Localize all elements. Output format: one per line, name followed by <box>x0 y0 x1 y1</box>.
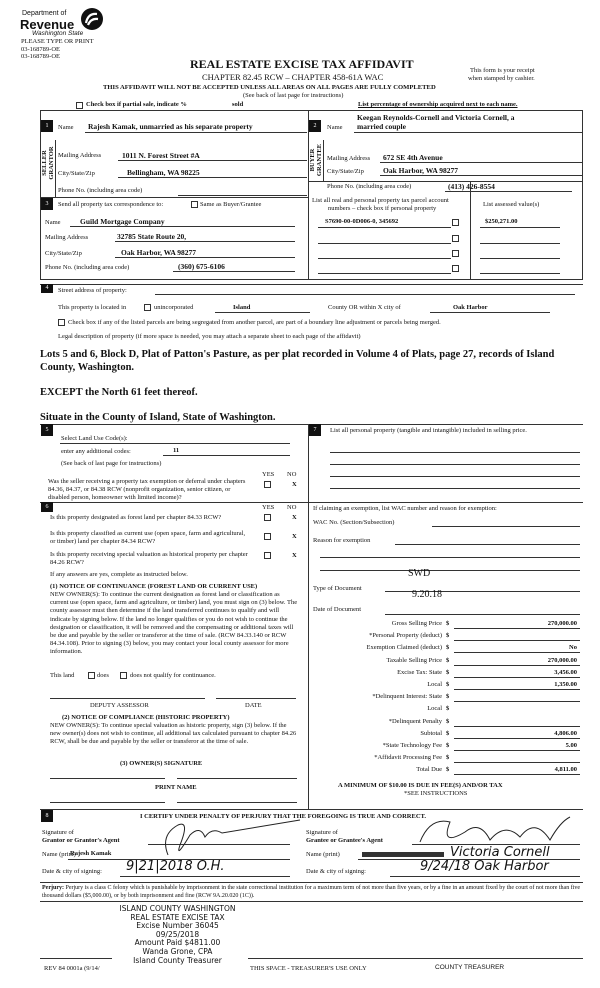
personal-property-checkbox[interactable] <box>452 235 459 242</box>
buyer-phone-field[interactable]: (413) 426-8554 <box>448 182 495 191</box>
fee-value[interactable]: 270,000.00 <box>547 620 577 627</box>
buyer-name-field[interactable]: married couple <box>357 122 406 131</box>
seller-grantor-label: SELLER GRANTOR <box>41 146 55 180</box>
fee-value[interactable]: 1,350.00 <box>554 681 577 688</box>
no-answer[interactable]: X <box>292 481 297 488</box>
label: Signature of <box>42 829 74 836</box>
buyer-city-field[interactable]: Oak Harbor, WA 98277 <box>383 166 459 175</box>
label: Name <box>327 124 343 131</box>
partial-sale-label: Check box if partial sale, indicate % <box>86 101 187 108</box>
label: Mailing Address <box>45 234 89 241</box>
dollar-sign: $ <box>446 742 450 749</box>
label: Check box if any of the listed parcels are being segregated from another parcel, are part of a boundary line adjustment or parcels being merged. <box>68 319 441 326</box>
label: Send all property tax correspondence to: <box>58 201 164 208</box>
buyer-mailing-field[interactable]: 672 SE 4th Avenue <box>383 153 443 162</box>
forest-question: Is this property designated as forest land per chapter 84.33 RCW? <box>50 514 222 521</box>
label: WAC No. (Section/Subsection) <box>313 519 395 526</box>
label: (See back of last page for instructions) <box>61 460 162 467</box>
fee-label: *Affidavit Processing Fee <box>374 754 442 762</box>
fee-value[interactable]: 3,456.00 <box>554 668 577 676</box>
struck-out-name <box>362 852 444 857</box>
label: Date & city of signing: <box>306 868 366 875</box>
label: enter any additional codes: <box>61 448 131 455</box>
logo-text: Revenue <box>20 17 75 32</box>
sold-label: sold <box>232 101 244 108</box>
label: does <box>97 672 109 679</box>
grantor-name-field[interactable]: Rajesh Kamak <box>70 850 112 857</box>
seller-mailing-field[interactable]: 1011 N. Forest Street #A <box>122 151 200 160</box>
label: Reason for exemption <box>313 537 371 544</box>
label: COUNTY TREASURER <box>435 964 505 971</box>
label: Name (print) <box>306 851 340 858</box>
legal-description: EXCEPT the North 61 feet thereof. <box>40 387 198 398</box>
label: DEPUTY ASSESSOR <box>90 702 149 709</box>
same-as-buyer-checkbox[interactable] <box>191 201 198 208</box>
label: Legal description of property (if more space is needed, you may attach a separate sheet to each page of the affidavit) <box>58 333 361 340</box>
label: Name <box>45 219 61 226</box>
label: Date of Document <box>313 606 362 613</box>
form-code: 03-168789-OE <box>21 46 60 53</box>
city-field[interactable]: Oak Harbor <box>453 304 488 311</box>
perjury-statement <box>42 885 587 900</box>
wac-field[interactable] <box>432 526 580 527</box>
no-answer[interactable]: X <box>292 533 297 540</box>
stamp-line: REAL ESTATE EXCISE TAX <box>130 912 225 922</box>
label: NO <box>287 471 297 478</box>
fee-label: *Delinquent Penalty <box>388 717 442 725</box>
see-back: (See back of last page for instructions) <box>243 92 344 99</box>
fee-label: *State Technology Fee <box>382 742 442 749</box>
fee-value[interactable]: 4,811.00 <box>554 766 577 774</box>
land-use-label[interactable]: Select Land Use Code(s): <box>61 435 128 442</box>
form-revision: REV 84 0001a (9/14/ <box>44 965 100 972</box>
label: Phone No. (including area code) <box>45 264 130 271</box>
perjury-label: Perjury: <box>42 885 64 891</box>
seller-phone-field[interactable] <box>178 195 307 196</box>
label: County OR within X city of <box>328 304 401 311</box>
form-title: REAL ESTATE EXCISE TAX AFFIDAVIT <box>190 57 414 71</box>
dollar-sign: $ <box>446 766 450 774</box>
personal-property-checkbox[interactable] <box>452 219 459 226</box>
seller-name-field[interactable]: Rajesh Kamak, unmarried as his separate property <box>88 122 253 131</box>
fee-label: Total Due <box>416 766 442 774</box>
historic-question: Is this property receiving special valuation as historical property per chapter 84.26 RCW? <box>50 551 248 567</box>
perjury-text: Perjury is a class C felony which is punishable by imprisonment in the state correctional institution for a maximum term of not more than five years, or by a fine in an amount fixed by the court of not more than five thousand dollars ($5,000.00), or by both imprisonment and fine (RCW 9A.20.020 (1C)). <box>42 885 581 899</box>
assessed-value-field[interactable]: $250,271.00 <box>485 218 518 225</box>
label: Street address of property: <box>58 287 127 294</box>
no-answer[interactable]: X <box>292 514 297 521</box>
legal-description: Lots 5 and 6, Block D, Plat of Patton's Pasture, as per plat recorded in Volume 4 of Plats, page 27, records of Island County, Washington. <box>40 349 555 373</box>
label: If any answers are yes, complete as instructed below. <box>50 571 188 578</box>
warning: THIS AFFIDAVIT WILL NOT BE ACCEPTED UNLESS ALL AREAS ON ALL PAGES ARE FULLY COMPLETED <box>103 84 436 91</box>
reason-field[interactable] <box>395 544 580 545</box>
label: Name <box>58 124 74 131</box>
fee-label: Excise Tax: State <box>397 668 442 676</box>
label: Phone No. (including area code) <box>327 183 412 190</box>
personal-property-checkbox[interactable] <box>452 265 459 272</box>
label: Mailing Address <box>58 152 102 159</box>
grantee-name-field[interactable]: Victoria Cornell <box>450 845 550 860</box>
label: YES <box>262 471 275 478</box>
section-number: 7 <box>309 424 321 436</box>
fee-label: Local <box>427 681 442 688</box>
grantor-date-field[interactable]: 9|21|2018 O.H. <box>126 859 225 874</box>
buyer-name-field[interactable]: Keegan Reynolds-Cornell and Victoria Cornell, a <box>357 113 515 122</box>
dollar-sign: $ <box>446 693 450 701</box>
fee-label: *Delinquent Interest: State <box>372 693 442 701</box>
document-type-field[interactable]: SWD <box>408 568 431 579</box>
fee-label: Subtotal <box>420 729 442 737</box>
tax-mailing-field[interactable]: 32785 State Route 20, <box>117 232 187 241</box>
label: Phone No. (including area code) <box>58 187 143 194</box>
logo-text: Department of <box>22 10 67 17</box>
tax-phone-field[interactable]: (360) 675-6106 <box>178 262 225 271</box>
stamp-line: Wanda Grone, CPA <box>142 946 213 956</box>
notice-title: (1) NOTICE OF CONTINUANCE (FOREST LAND OR CURRENT USE) <box>50 583 258 590</box>
label: unincorporated <box>154 304 194 311</box>
form-code: 03-168789-OE <box>21 53 60 60</box>
grantee-date-field[interactable]: 9/24/18 Oak Harbor <box>420 859 549 874</box>
does-not-checkbox[interactable] <box>120 672 127 679</box>
legal-description: Situate in the County of Island, State of Washington. <box>40 412 276 423</box>
stamp-line: Amount Paid $4811.00 <box>134 938 221 948</box>
seller-city-field[interactable]: Bellingham, WA 98225 <box>127 168 200 177</box>
dollar-sign: $ <box>446 644 450 652</box>
fee-label: *Personal Property (deduct) <box>369 632 442 640</box>
label: Grantee or Grantee's Agent <box>306 837 383 844</box>
label: does not qualify for continuance. <box>130 672 216 679</box>
yes-checkbox[interactable] <box>264 481 271 488</box>
fee-label: Gross Selling Price <box>391 620 442 627</box>
list-pct-note: List percentage of ownership acquired next to each name. <box>358 101 518 108</box>
label: List all personal property (tangible and intangible) included in selling price. <box>330 427 527 434</box>
fee-label: Taxable Selling Price <box>386 656 442 664</box>
stamp-line: Excise Number 36045 <box>136 921 219 931</box>
dor-swirl-icon <box>80 7 104 31</box>
dollar-sign: $ <box>446 620 450 627</box>
label: *SEE INSTRUCTIONS <box>404 790 468 797</box>
fee-label: Exemption Claimed (deduct) <box>366 644 442 652</box>
tax-name-field[interactable]: Guild Mortgage Company <box>80 217 165 226</box>
label: PRINT NAME <box>155 784 197 791</box>
label: List all real and personal property tax parcel account <box>312 197 449 204</box>
yes-checkbox[interactable] <box>264 552 271 559</box>
label: Type of Document <box>313 585 362 592</box>
label: City/State/Zip <box>327 168 364 175</box>
dollar-sign: $ <box>446 668 450 676</box>
please-type: PLEASE TYPE OR PRINT <box>21 38 94 45</box>
section-number: 2 <box>309 120 321 132</box>
fee-value[interactable]: 4,806.00 <box>554 729 577 737</box>
fee-value[interactable]: 5.00 <box>565 742 577 749</box>
label: YES <box>262 504 275 511</box>
county-field[interactable]: Island <box>233 304 251 311</box>
stamp-line: ISLAND COUNTY WASHINGTON <box>119 904 236 913</box>
stamp-line: 09/25/2018 <box>155 929 200 939</box>
receipt-note: when stamped by cashier. <box>468 75 535 82</box>
parcel-number-field[interactable]: S7690-00-0D006-0, 345692 <box>325 218 399 225</box>
label: Date & city of signing: <box>42 868 102 875</box>
label: numbers – check box if personal property <box>328 205 437 212</box>
partial-sale-checkbox[interactable] <box>76 102 83 109</box>
label: City/State/Zip <box>58 170 95 177</box>
section-number: 3 <box>41 198 53 210</box>
dollar-sign: $ <box>446 717 450 725</box>
section-number: 6 <box>41 502 53 512</box>
minimum-note: A MINIMUM OF $10.00 IS DUE IN FEE(S) AND/OR TAX <box>338 782 503 789</box>
label: DATE <box>245 702 262 709</box>
dollar-sign: $ <box>446 729 450 737</box>
label: (3) OWNER(S) SIGNATURE <box>120 760 203 767</box>
label: City/State/Zip <box>45 250 82 257</box>
label: Same as Buyer/Grantee <box>200 201 262 208</box>
fee-label: Local <box>427 705 442 713</box>
label: Signature of <box>306 829 338 836</box>
notice-title: (2) NOTICE OF COMPLIANCE (HISTORIC PROPERTY) <box>62 714 230 721</box>
treasurer-stamp <box>110 905 245 965</box>
label: If claiming an exemption, list WAC number and reason for exemption: <box>313 505 497 512</box>
unincorporated-checkbox[interactable] <box>144 304 151 311</box>
section-number: 8 <box>41 810 53 822</box>
current-use-question: Is this property classified as current use (open space, farm and agricultural, or timber) land per chapter 84.34 RCW? <box>50 530 246 546</box>
does-checkbox[interactable] <box>88 672 95 679</box>
label: Mailing Address <box>327 155 371 162</box>
yes-checkbox[interactable] <box>264 533 271 540</box>
section-number: 4 <box>41 284 53 293</box>
notice-text: NEW OWNER(S): To continue special valuation as historic property, sign (3) below. If the new owner(s) does not wish to continue, all additional tax calculated pursuant to chapter 84.26 RCW, shall be due and payable by the seller or transferor at the time of sale. <box>50 722 297 746</box>
dollar-sign: $ <box>446 681 450 688</box>
fee-value[interactable]: 270,000.00 <box>547 656 577 664</box>
section-number: 5 <box>41 424 53 436</box>
notice-text: NEW OWNER(S): To continue the current designation as forest land or classification as current use (open space, farm and agriculture, or timber) land, you must sign on (3) below. The county assessor must then determine if the land transferred continues to qualify and will indicate by signing below. If the land no longer qualifies or you do not wish to continue the designation or classification, it will be removed and the compensating or additional taxes will be due and payable by the seller or transferor at the time of sale. (RCW 84.33.140 or RCW 84.34.108). Prior to signing (3) below, you may contact your local county assessor for more information. <box>50 591 298 656</box>
dollar-sign: $ <box>446 632 450 640</box>
grantor-signature <box>150 815 320 865</box>
personal-property-checkbox[interactable] <box>452 250 459 257</box>
label: Grantor or Grantor's Agent <box>42 837 120 844</box>
stamp-line: Island County Treasurer <box>133 955 222 965</box>
section-number: 1 <box>41 120 53 132</box>
label: List assessed value(s) <box>483 201 540 208</box>
no-answer[interactable]: X <box>292 552 297 559</box>
fee-value[interactable]: No <box>569 644 577 652</box>
dollar-sign: $ <box>446 656 450 664</box>
label: NO <box>287 504 297 511</box>
form-chapter: CHAPTER 82.45 RCW – CHAPTER 458-61A WAC <box>202 72 384 82</box>
label: This property is located in <box>58 304 127 311</box>
label: THIS SPACE - TREASURER'S USE ONLY <box>250 965 367 972</box>
land-use-code-field[interactable]: 11 <box>173 447 180 454</box>
label: Name (print) <box>42 851 76 858</box>
tax-city-field[interactable]: Oak Harbor, WA 98277 <box>121 248 197 257</box>
document-date-field[interactable]: 9.20.18 <box>412 589 442 600</box>
yes-checkbox[interactable] <box>264 514 271 521</box>
dollar-sign: $ <box>446 705 450 713</box>
street-address-field[interactable] <box>155 294 575 295</box>
segregated-checkbox[interactable] <box>58 319 65 326</box>
certify-statement: I CERTIFY UNDER PENALTY OF PERJURY THAT THE FOREGOING IS TRUE AND CORRECT. <box>140 813 427 820</box>
label: This land <box>50 672 75 679</box>
receipt-note: This form is your receipt <box>470 67 535 74</box>
dollar-sign: $ <box>446 754 450 762</box>
exemption-question: Was the seller receiving a property tax exemption or deferral under chapters 84.36, 84.37, or 84.38 RCW (nonprofit organization, senior citizen, or disabled person, homeowner with limited income)? <box>48 478 246 502</box>
buyer-grantee-label: BUYER GRANTEE <box>309 143 323 177</box>
logo-text: Washington State <box>32 30 84 37</box>
